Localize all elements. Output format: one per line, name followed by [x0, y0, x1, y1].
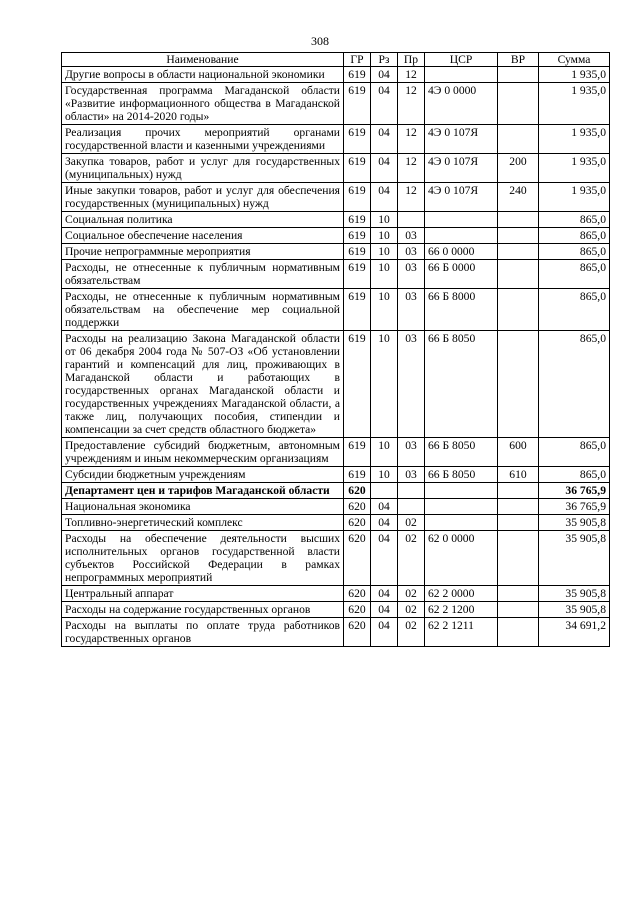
cell-pr: 02: [398, 618, 425, 647]
cell-gr: 620: [344, 586, 371, 602]
cell-vr: [498, 244, 539, 260]
table-row: [62, 212, 610, 228]
cell-csr: 4Э 0 107Я: [425, 183, 498, 212]
cell-vr: [498, 499, 539, 515]
cell-name: Центральный аппарат: [62, 586, 344, 602]
header-name: Наименование: [62, 53, 344, 67]
table-row: [62, 260, 610, 289]
table-row: [62, 467, 610, 483]
cell-name: Расходы, не отнесенные к публичным нормативным обязательствам на обеспечение мер социальной поддержки: [62, 289, 344, 331]
cell-name: Предоставление субсидий бюджетным, автономным учреждениям и иным некоммерческим организациям: [62, 438, 344, 467]
cell-name: Расходы на содержание государственных органов: [62, 602, 344, 618]
cell-vr: [498, 67, 539, 83]
table-row: [62, 483, 610, 499]
cell-csr: 4Э 0 107Я: [425, 154, 498, 183]
cell-name: Расходы на реализацию Закона Магаданской области от 06 декабря 2004 года № 507-ОЗ «Об установлении гарантий и компенсаций для лиц, проживающих в Магаданской области и работающих в государственных органах Магаданской области и государственных учреждениях Магаданской области, а также лиц, получающих пособия, стипендии и компенсации за счет средств областного бюджета»: [62, 331, 344, 438]
cell-gr: 620: [344, 483, 371, 499]
cell-sum: 865,0: [539, 438, 610, 467]
cell-pr: 03: [398, 260, 425, 289]
cell-name: Субсидии бюджетным учреждениям: [62, 467, 344, 483]
cell-name: Иные закупки товаров, работ и услуг для обеспечения государственных (муниципальных) нужд: [62, 183, 344, 212]
cell-vr: [498, 331, 539, 438]
cell-gr: 619: [344, 154, 371, 183]
cell-pr: 03: [398, 438, 425, 467]
cell-rz: 10: [371, 228, 398, 244]
cell-sum: 1 935,0: [539, 83, 610, 125]
cell-name: Социальная политика: [62, 212, 344, 228]
cell-vr: [498, 618, 539, 647]
cell-rz: [371, 483, 398, 499]
cell-sum: 865,0: [539, 260, 610, 289]
cell-name: Государственная программа Магаданской области «Развитие информационного общества в Магаданской области» на 2014-2020 годы»: [62, 83, 344, 125]
cell-pr: 12: [398, 154, 425, 183]
header-csr: ЦСР: [425, 53, 498, 67]
cell-rz: 04: [371, 515, 398, 531]
cell-csr: 66 Б 8000: [425, 289, 498, 331]
cell-vr: [498, 260, 539, 289]
cell-gr: 620: [344, 531, 371, 586]
cell-csr: [425, 67, 498, 83]
table-row: [62, 154, 610, 183]
header-pr: Пр: [398, 53, 425, 67]
cell-vr: [498, 83, 539, 125]
cell-vr: [498, 483, 539, 499]
cell-pr: [398, 212, 425, 228]
cell-vr: [498, 228, 539, 244]
cell-gr: 619: [344, 438, 371, 467]
cell-pr: 12: [398, 83, 425, 125]
cell-pr: [398, 499, 425, 515]
cell-gr: 619: [344, 67, 371, 83]
cell-gr: 619: [344, 125, 371, 154]
cell-sum: 35 905,8: [539, 586, 610, 602]
budget-table: [61, 52, 610, 647]
cell-vr: [498, 586, 539, 602]
cell-name: Расходы, не отнесенные к публичным нормативным обязательствам: [62, 260, 344, 289]
cell-pr: 02: [398, 515, 425, 531]
cell-pr: 03: [398, 289, 425, 331]
cell-sum: 865,0: [539, 212, 610, 228]
cell-gr: 619: [344, 331, 371, 438]
table-header-row: [62, 53, 610, 67]
cell-pr: [398, 483, 425, 499]
cell-name: Другие вопросы в области национальной экономики: [62, 67, 344, 83]
cell-sum: 865,0: [539, 467, 610, 483]
table-row: [62, 499, 610, 515]
cell-name: Расходы на выплаты по оплате труда работников государственных органов: [62, 618, 344, 647]
table-row: [62, 125, 610, 154]
cell-vr: [498, 125, 539, 154]
cell-csr: [425, 483, 498, 499]
cell-sum: 865,0: [539, 289, 610, 331]
cell-csr: 66 Б 8050: [425, 438, 498, 467]
cell-rz: 04: [371, 67, 398, 83]
cell-gr: 619: [344, 260, 371, 289]
cell-csr: 62 2 1211: [425, 618, 498, 647]
cell-sum: 35 905,8: [539, 515, 610, 531]
cell-name: Топливно-энергетический комплекс: [62, 515, 344, 531]
cell-vr: 600: [498, 438, 539, 467]
cell-pr: 03: [398, 228, 425, 244]
cell-vr: 610: [498, 467, 539, 483]
cell-pr: 03: [398, 244, 425, 260]
table-row: [62, 531, 610, 586]
cell-rz: 04: [371, 183, 398, 212]
cell-vr: [498, 289, 539, 331]
table-row: [62, 83, 610, 125]
header-sum: Сумма: [539, 53, 610, 67]
cell-vr: [498, 212, 539, 228]
cell-vr: 200: [498, 154, 539, 183]
header-gr: ГР: [344, 53, 371, 67]
cell-rz: 04: [371, 618, 398, 647]
cell-name: Национальная экономика: [62, 499, 344, 515]
cell-rz: 10: [371, 260, 398, 289]
cell-sum: 865,0: [539, 331, 610, 438]
cell-name: Закупка товаров, работ и услуг для государственных (муниципальных) нужд: [62, 154, 344, 183]
cell-gr: 619: [344, 467, 371, 483]
cell-rz: 04: [371, 125, 398, 154]
cell-csr: 66 0 0000: [425, 244, 498, 260]
cell-name: Расходы на обеспечение деятельности высших исполнительных органов государственной власти субъектов Российской Федерации в рамках непрограммных мероприятий: [62, 531, 344, 586]
cell-pr: 02: [398, 531, 425, 586]
cell-rz: 10: [371, 244, 398, 260]
cell-gr: 620: [344, 602, 371, 618]
cell-name: Социальное обеспечение населения: [62, 228, 344, 244]
cell-pr: 03: [398, 331, 425, 438]
header-vr: ВР: [498, 53, 539, 67]
cell-sum: 865,0: [539, 228, 610, 244]
cell-pr: 02: [398, 586, 425, 602]
cell-sum: 1 935,0: [539, 183, 610, 212]
table-row: [62, 289, 610, 331]
cell-gr: 619: [344, 183, 371, 212]
cell-csr: 4Э 0 0000: [425, 83, 498, 125]
cell-rz: 04: [371, 83, 398, 125]
table-row: [62, 438, 610, 467]
table-row: [62, 602, 610, 618]
cell-gr: 619: [344, 83, 371, 125]
cell-csr: [425, 212, 498, 228]
cell-rz: 10: [371, 331, 398, 438]
table-row: [62, 331, 610, 438]
cell-csr: 66 Б 8050: [425, 467, 498, 483]
cell-pr: 12: [398, 125, 425, 154]
cell-sum: 35 905,8: [539, 602, 610, 618]
cell-sum: 1 935,0: [539, 154, 610, 183]
cell-rz: 10: [371, 212, 398, 228]
cell-rz: 04: [371, 499, 398, 515]
table-row: [62, 183, 610, 212]
cell-csr: 66 Б 0000: [425, 260, 498, 289]
cell-sum: 1 935,0: [539, 67, 610, 83]
cell-gr: 619: [344, 289, 371, 331]
cell-gr: 620: [344, 618, 371, 647]
page-number: 308: [311, 34, 329, 48]
table-row: [62, 515, 610, 531]
cell-rz: 04: [371, 602, 398, 618]
cell-gr: 619: [344, 228, 371, 244]
table-row: [62, 618, 610, 647]
table-row: [62, 67, 610, 83]
cell-sum: 1 935,0: [539, 125, 610, 154]
cell-vr: [498, 515, 539, 531]
cell-sum: 34 691,2: [539, 618, 610, 647]
cell-vr: [498, 602, 539, 618]
cell-gr: 619: [344, 212, 371, 228]
cell-csr: [425, 515, 498, 531]
cell-pr: 03: [398, 467, 425, 483]
cell-sum: 865,0: [539, 244, 610, 260]
cell-csr: 62 0 0000: [425, 531, 498, 586]
cell-rz: 04: [371, 586, 398, 602]
cell-sum: 36 765,9: [539, 483, 610, 499]
cell-pr: 02: [398, 602, 425, 618]
cell-sum: 35 905,8: [539, 531, 610, 586]
cell-csr: 62 2 0000: [425, 586, 498, 602]
cell-rz: 10: [371, 438, 398, 467]
cell-gr: 620: [344, 515, 371, 531]
cell-pr: 12: [398, 183, 425, 212]
table-body: [62, 67, 610, 647]
table-row: [62, 244, 610, 260]
header-rz: Рз: [371, 53, 398, 67]
cell-csr: [425, 499, 498, 515]
cell-name: Прочие непрограммные мероприятия: [62, 244, 344, 260]
cell-rz: 04: [371, 531, 398, 586]
cell-rz: 10: [371, 289, 398, 331]
cell-gr: 620: [344, 499, 371, 515]
cell-vr: [498, 531, 539, 586]
table-row: [62, 228, 610, 244]
cell-sum: 36 765,9: [539, 499, 610, 515]
cell-csr: 4Э 0 107Я: [425, 125, 498, 154]
cell-gr: 619: [344, 244, 371, 260]
cell-rz: 04: [371, 154, 398, 183]
cell-csr: 66 Б 8050: [425, 331, 498, 438]
cell-csr: 62 2 1200: [425, 602, 498, 618]
cell-csr: [425, 228, 498, 244]
cell-pr: 12: [398, 67, 425, 83]
cell-rz: 10: [371, 467, 398, 483]
table-row: [62, 586, 610, 602]
cell-vr: 240: [498, 183, 539, 212]
cell-name: Департамент цен и тарифов Магаданской области: [62, 483, 344, 499]
cell-name: Реализация прочих мероприятий органами государственной власти и казенными учреждениями: [62, 125, 344, 154]
